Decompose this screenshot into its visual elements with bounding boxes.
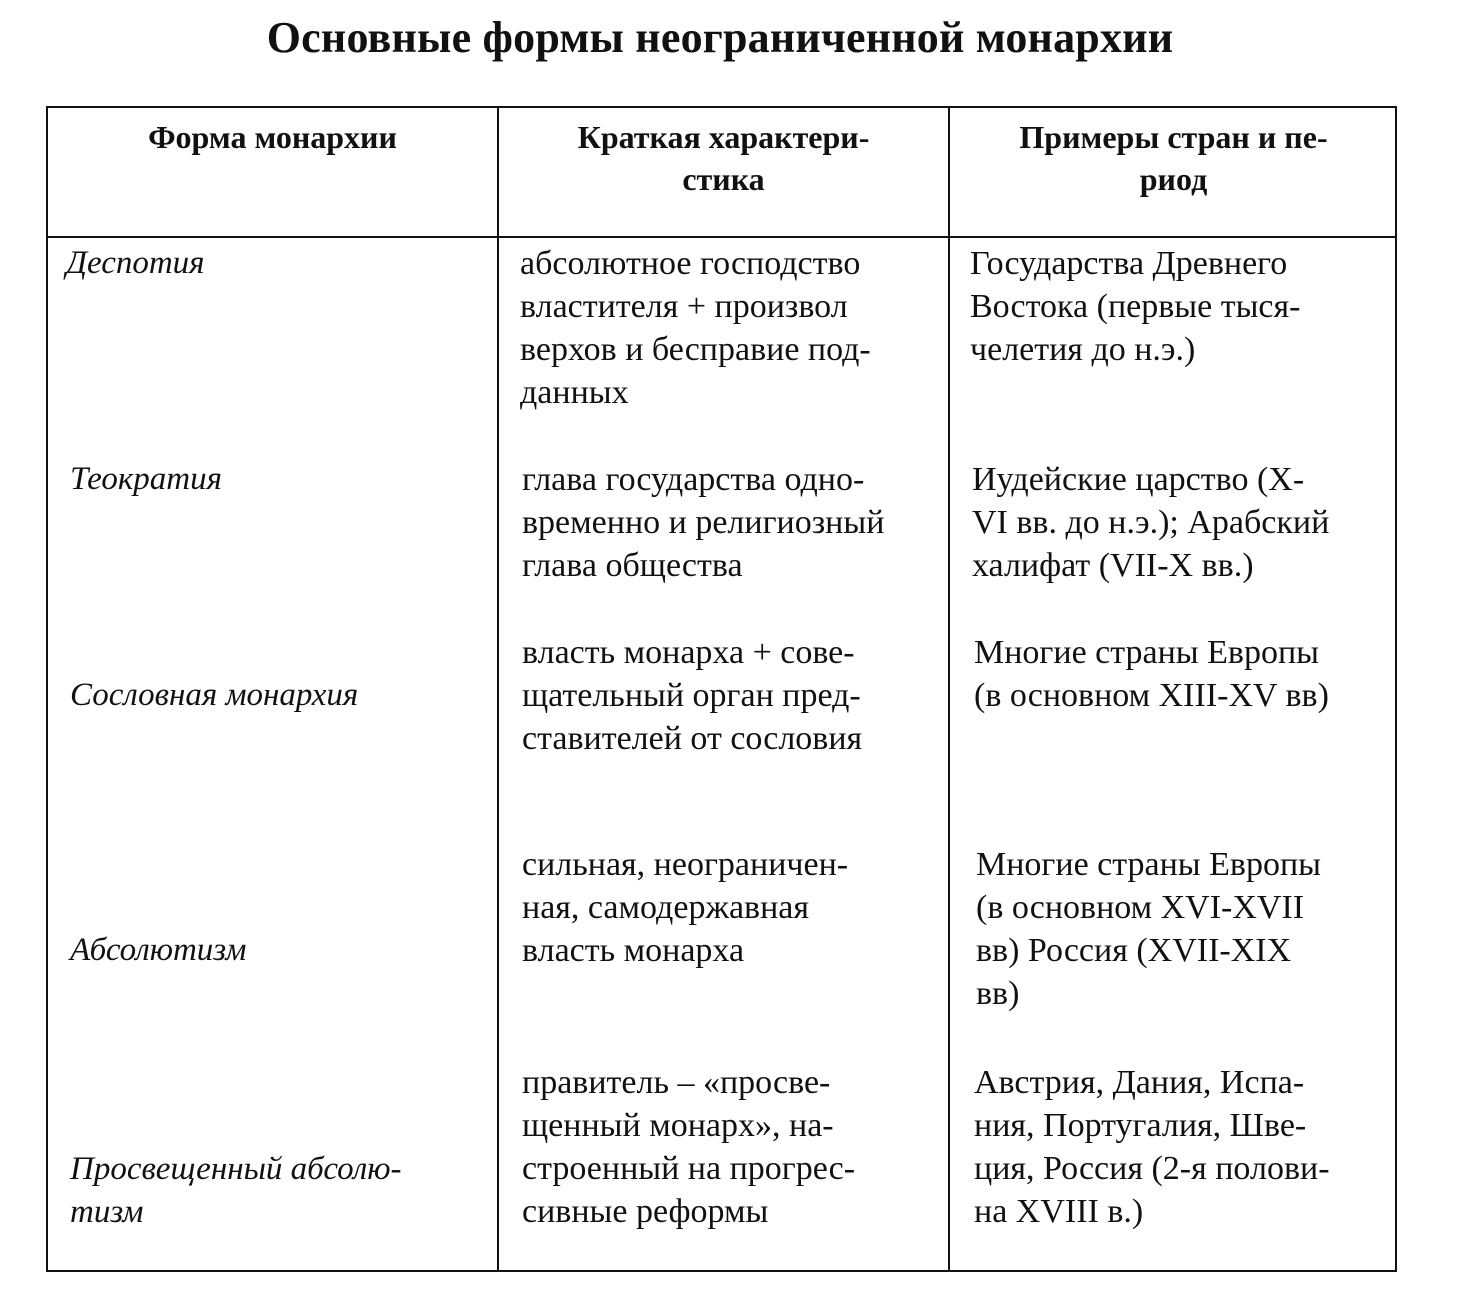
row-form: Просвещенный абсолю- тизм: [70, 1151, 402, 1230]
page-title: Основные формы неограниченной монархии: [266, 13, 1174, 62]
row-description: сильная, неограничен- ная, самодержавная власть монарха: [522, 846, 849, 969]
row-form: Сословная монархия: [70, 677, 359, 713]
row-description: правитель – «просве- щенный монарх», на- строенный на прогрес- сивные реформы: [522, 1064, 856, 1230]
row-form: Деспотия: [66, 245, 205, 281]
row-form: Абсолютизм: [70, 932, 247, 968]
row-description: абсолютное господство властителя + произвол верхов и бесправие под- данных: [520, 245, 871, 411]
monarchy-forms-table: [46, 106, 1397, 1272]
header-form: Форма монархии: [148, 119, 397, 155]
header-description: Краткая характери- стика: [577, 119, 870, 197]
header-divider: [48, 236, 1395, 238]
column-divider: [948, 108, 950, 1270]
row-description: глава государства одно- временно и религиозный глава общества: [522, 461, 885, 584]
row-examples: Иудейские царство (X- VI вв. до н.э.); Арабский халифат (VII-X вв.): [972, 461, 1330, 584]
row-examples: Государства Древнего Востока (первые тыся- челетия до н.э.): [970, 245, 1301, 368]
column-divider: [497, 108, 499, 1270]
row-examples: Многие страны Европы (в основном XVI-XVII вв) Россия (XVII-XIX вв): [976, 846, 1322, 1012]
row-form: Теократия: [70, 461, 222, 497]
row-examples: Австрия, Дания, Испа- ния, Португалия, Шве- ция, Россия (2-я полови- на XVIII в.): [974, 1064, 1330, 1230]
row-examples: Многие страны Европы (в основном XIII-XV вв): [974, 634, 1329, 714]
row-description: власть монарха + сове- щательный орган пред- ставителей от сословия: [522, 634, 863, 757]
header-examples: Примеры стран и пе- риод: [1019, 119, 1328, 197]
